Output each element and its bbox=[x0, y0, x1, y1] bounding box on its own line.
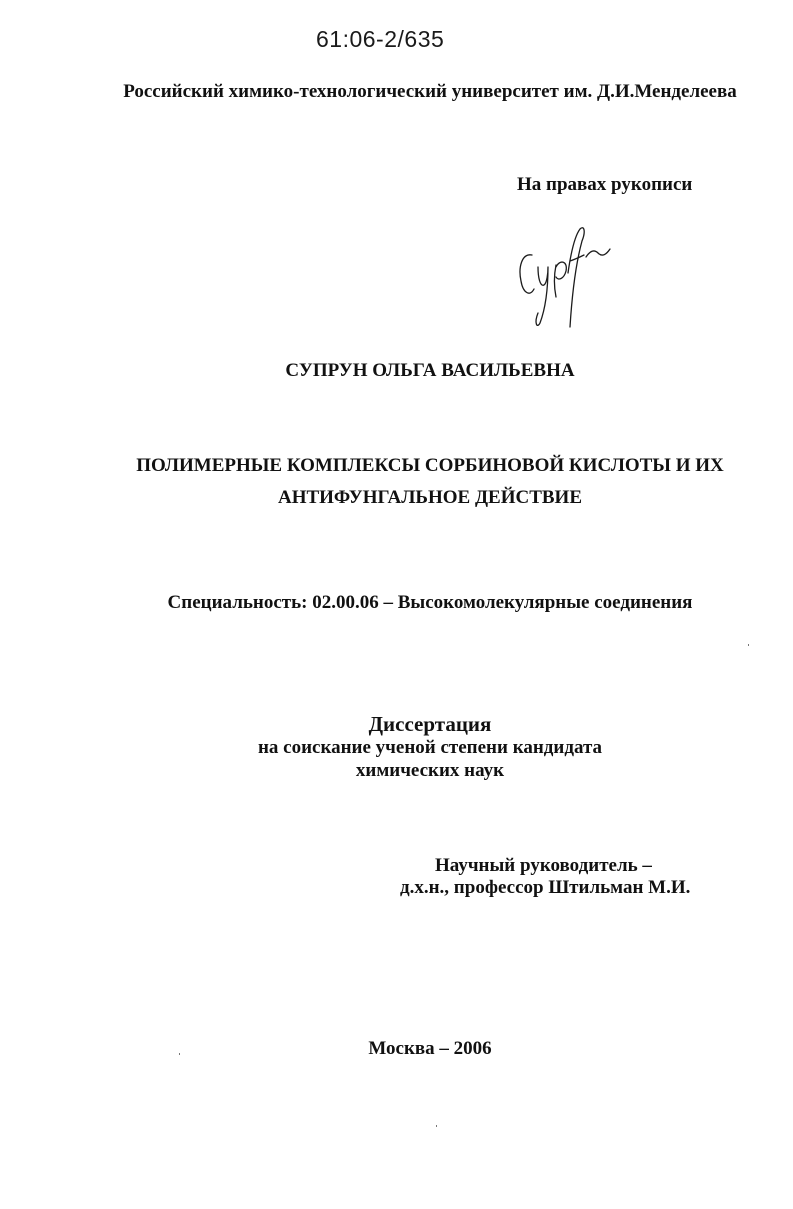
advisor-label: Научный руководитель – bbox=[435, 855, 652, 876]
degree-line-2: химических наук bbox=[355, 760, 505, 781]
rights-notice: На правах рукописи bbox=[517, 174, 693, 195]
signature-icon bbox=[510, 215, 620, 335]
scan-speck bbox=[179, 1053, 180, 1055]
document-type: Диссертация bbox=[368, 712, 492, 736]
university-name: Российский химико-технологический университет им. Д.И.Менделеева bbox=[123, 81, 737, 102]
specialty: Специальность: 02.00.06 – Высокомолекулярные соединения bbox=[167, 592, 693, 613]
city-year: Москва – 2006 bbox=[368, 1038, 492, 1059]
degree-line-1: на соискание ученой степени кандидата bbox=[257, 737, 603, 758]
author-name: СУПРУН ОЛЬГА ВАСИЛЬЕВНА bbox=[285, 360, 575, 381]
scan-speck bbox=[748, 644, 749, 646]
catalog-number: 61:06-2/635 bbox=[316, 26, 445, 52]
scan-speck bbox=[436, 1125, 437, 1127]
thesis-title-line-2: АНТИФУНГАЛЬНОЕ ДЕЙСТВИЕ bbox=[277, 487, 583, 508]
advisor-name: д.х.н., профессор Штильман М.И. bbox=[400, 877, 691, 898]
thesis-title-line-1: ПОЛИМЕРНЫЕ КОМПЛЕКСЫ СОРБИНОВОЙ КИСЛОТЫ И ИХ bbox=[136, 455, 724, 476]
